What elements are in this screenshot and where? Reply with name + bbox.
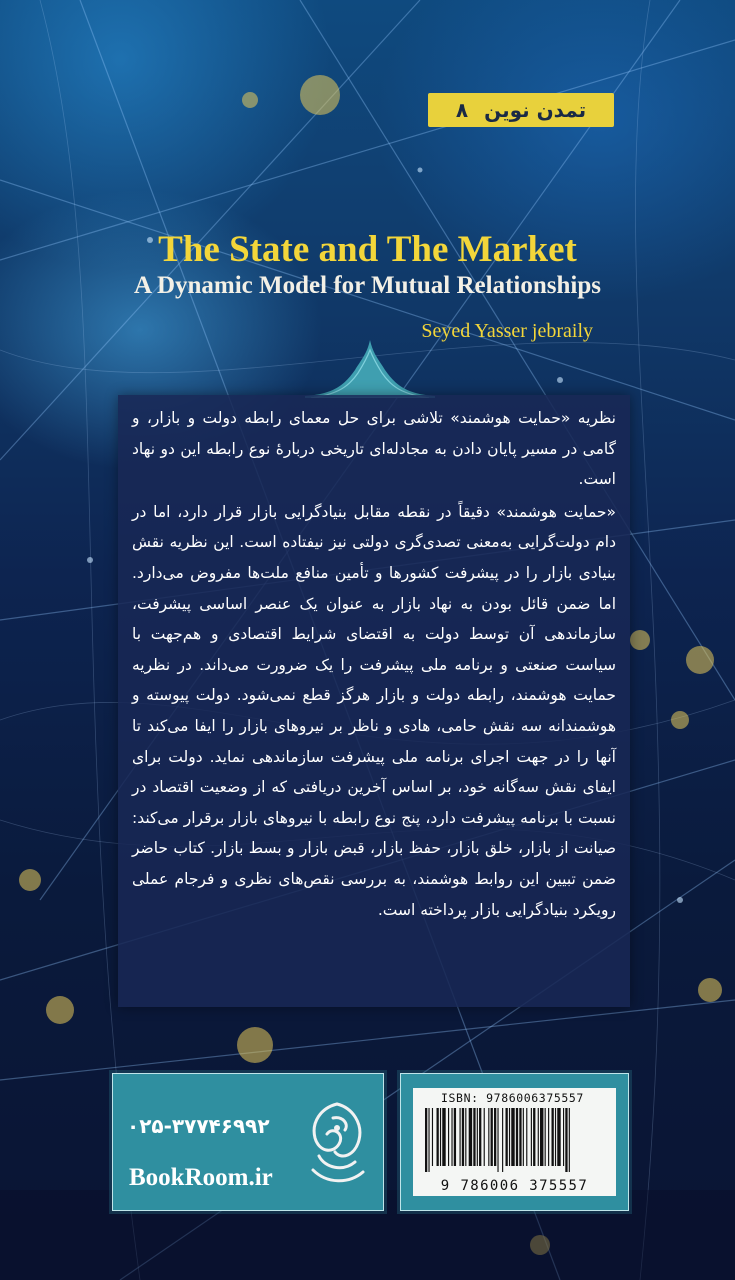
- barcode-bar: [506, 1108, 508, 1166]
- barcode-bar: [497, 1108, 498, 1172]
- barcode: [413, 1088, 616, 1196]
- barcode-bar: [491, 1108, 493, 1166]
- barcode-bar: [516, 1108, 518, 1166]
- barcode-bar: [511, 1108, 514, 1166]
- barcode-bar: [569, 1108, 570, 1172]
- barcode-bar: [473, 1108, 475, 1166]
- description-box: [118, 395, 630, 1007]
- isbn-label: ISBN: 9786006375557: [441, 1091, 584, 1105]
- barcode-bar: [440, 1108, 441, 1166]
- barcode-bar: [462, 1108, 464, 1166]
- publisher-logo-icon: [303, 1098, 371, 1190]
- barcode-bar: [469, 1108, 472, 1166]
- barcode-bar: [425, 1108, 427, 1172]
- barcode-bar: [548, 1108, 549, 1166]
- barcode-bar: [432, 1108, 433, 1166]
- publisher-website: BookRoom.ir: [129, 1164, 273, 1191]
- barcode-bar: [545, 1108, 546, 1166]
- barcode-bar: [448, 1108, 449, 1166]
- barcode-bar: [563, 1108, 564, 1166]
- book-author: Seyed Yasser jebraily: [421, 320, 593, 342]
- barcode-bar: [477, 1108, 478, 1166]
- series-number: ۸: [455, 98, 469, 122]
- book-title: The State and The Market: [158, 229, 577, 270]
- dome-ornament: [305, 340, 435, 398]
- barcode-bar: [565, 1108, 567, 1172]
- description-text: [132, 403, 616, 925]
- barcode-bar: [494, 1108, 496, 1166]
- barcode-bar: [526, 1108, 527, 1166]
- barcode-bar: [557, 1108, 560, 1166]
- publisher-contact-panel: [112, 1073, 384, 1211]
- barcode-bar: [437, 1108, 439, 1166]
- barcode-bar: [460, 1108, 461, 1166]
- barcode-bar: [454, 1108, 456, 1166]
- barcode-bar: [484, 1108, 485, 1166]
- barcode-bar: [555, 1108, 556, 1166]
- barcode-bar: [552, 1108, 554, 1166]
- series-label: [428, 93, 614, 127]
- barcode-bar: [442, 1108, 445, 1166]
- barcode-bar: [451, 1108, 452, 1166]
- barcode-bar: [509, 1108, 510, 1166]
- description-paragraph-1: نظریه «حمایت هوشمند» تلاشی برای حل معمای رابطه دولت و بازار، و گامی در مسیر پایان دادن به مجادله‌ای تاریخی دربارهٔ نوع رابطه این دو نهاد است.: [132, 409, 616, 489]
- barcode-bar: [533, 1108, 535, 1166]
- barcode-bar: [519, 1108, 521, 1166]
- barcode-bar: [488, 1108, 489, 1166]
- series-name: تمدن نوین: [484, 98, 587, 122]
- publisher-phone: ۰۲۵-۳۷۷۴۶۹۹۲: [127, 1114, 270, 1138]
- barcode-digits: 9 786006 375557: [440, 1178, 589, 1194]
- barcode-bar: [523, 1108, 524, 1166]
- barcode-bar: [538, 1108, 539, 1166]
- book-subtitle: A Dynamic Model for Mutual Relationships: [134, 272, 601, 299]
- barcode-bar: [428, 1108, 429, 1172]
- barcode-bar: [479, 1108, 481, 1166]
- barcode-bar: [465, 1108, 466, 1166]
- barcode-panel: [400, 1073, 629, 1211]
- barcode-bars: [417, 1108, 612, 1172]
- description-paragraph-2: «حمایت هوشمند» دقیقاً در نقطه مقابل بنیادگرایی بازار قرار دارد، اما در دام دولت‌گرایی به‌معنی تصدی‌گری دولتی نیز نیفتاده است. این نظریه نقش بنیادی بازار را در پیشرفت کشورها و تأمین منافع ملت‌ها مفروض می‌دارد. اما ضمن قائل بودن به نهاد بازار به عنوان یک عنصر اساسی پیشرفت، سازماندهی آن توسط دولت به اقتضای شرایط اقتصادی و هم‌جهت با سیاست صنعتی و برنامه ملی پیشرفت را یک ضرورت می‌داند. در نظریه حمایت هوشمند، رابطه دولت و بازار هرگز قطع نمی‌شود. دولت پیوسته و هوشمندانه سه نقش حامی، هادی و ناظر بر نیروهای بازار را ایفا می‌کند تا آنها را در جهت اجرای برنامه ملی پیشرفت سازماندهی نماید. دولت برای ایفای نقش سه‌گانه خود، بر اساس آخرین دریافتی که از وضعیت اقتصاد در نسبت با برنامه پیشرفت دارد، پنج نوع رابطه با نیروهای بازار برقرار می‌کند: صیانت از بازار، خلق بازار، حفظ بازار، قبض بازار و بسط بازار. کتاب حاضر ضمن تبیین این روابط هوشمند، به بررسی نقص‌های نظری و فرجام عملی رویکرد بنیادگرایی بازار پرداخته است.: [132, 502, 616, 919]
- barcode-bar: [531, 1108, 532, 1166]
- barcode-bar: [540, 1108, 543, 1166]
- barcode-bar: [502, 1108, 503, 1172]
